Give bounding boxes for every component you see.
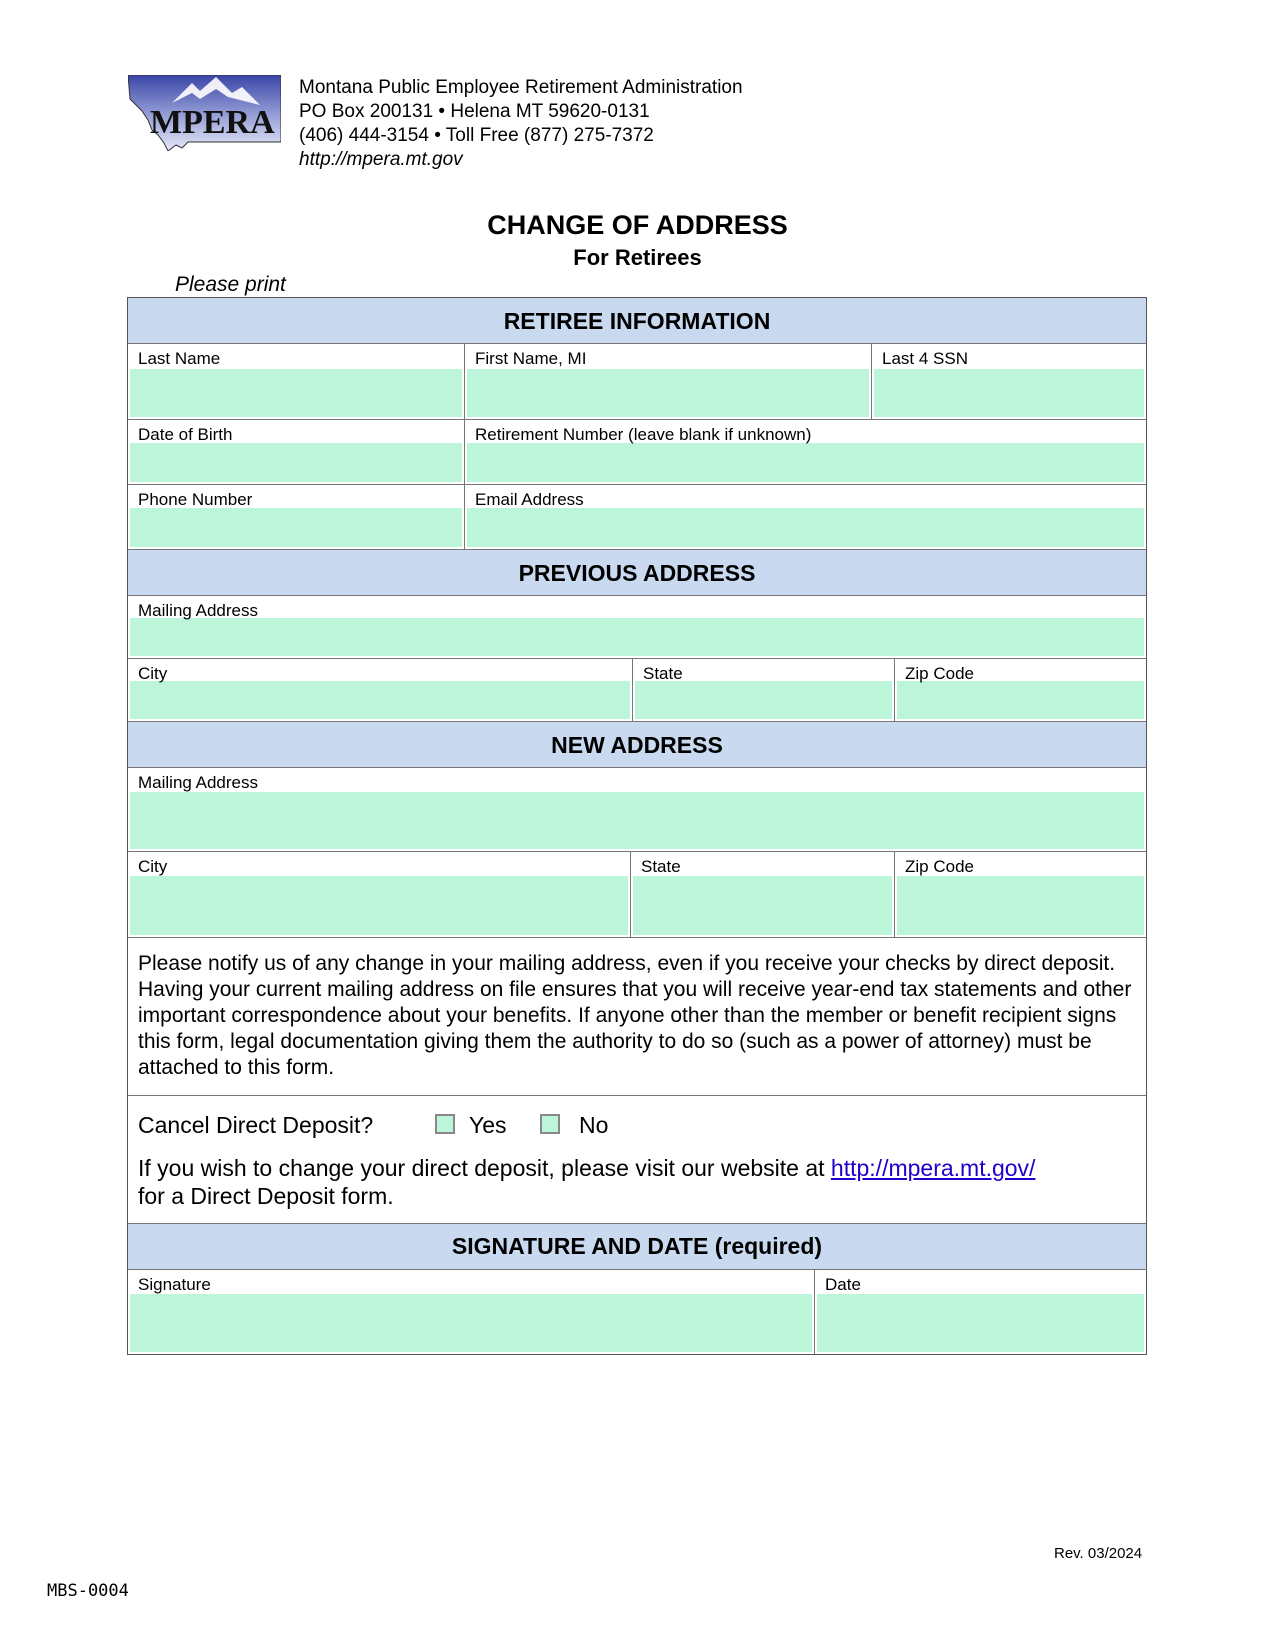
new-state-label: State: [641, 857, 681, 876]
previous-zip-input[interactable]: [897, 681, 1144, 719]
revision-date: Rev. 03/2024: [1054, 1545, 1143, 1562]
previous-mailing-label: Mailing Address: [138, 601, 259, 620]
retirement-number-cell: [464, 420, 1146, 485]
last-name-input[interactable]: [130, 369, 462, 417]
signature-label: Signature: [138, 1275, 211, 1294]
ssn-cell: [871, 344, 1146, 420]
new-mailing-label: Mailing Address: [138, 773, 259, 792]
no-checkbox[interactable]: [540, 1114, 560, 1134]
dob-label: Date of Birth: [138, 425, 233, 444]
form-code: MBS-0004: [47, 1581, 129, 1601]
first-name-input[interactable]: [467, 369, 869, 417]
form-title: CHANGE OF ADDRESS: [487, 210, 788, 240]
change-of-address-form: [127, 297, 1147, 1355]
mpera-logo: [128, 75, 281, 151]
last-name-cell: [128, 344, 464, 420]
phone-label: Phone Number: [138, 490, 253, 509]
retirement-number-label: Retirement Number (leave blank if unknown): [475, 425, 812, 444]
ssn-label: Last 4 SSN: [882, 349, 968, 368]
new-zip-cell: [894, 852, 1146, 938]
organization-info: [299, 76, 743, 172]
org-phone: (406) 444-3154 • Toll Free (877) 275-7372: [299, 125, 654, 146]
ssn-input[interactable]: [874, 369, 1144, 417]
date-cell: [814, 1270, 1146, 1354]
org-url: http://mpera.mt.gov: [299, 149, 463, 170]
previous-mailing-cell: [128, 596, 1146, 659]
last-name-label: Last Name: [138, 349, 221, 368]
retirement-number-input[interactable]: [467, 443, 1144, 482]
email-cell: [464, 485, 1146, 550]
new-city-input[interactable]: [130, 876, 628, 935]
previous-zip-label: Zip Code: [905, 664, 974, 683]
address-change-notice: Please notify us of any change in your mailing address, even if you receive your checks by direct deposit. Having your current mailing address on file ensures that you will receive year-end tax statements and other important correspondence about your benefits. If anyone other than the member or benefit recipient signs this form, legal documentation giving them the authority to do so (such as a power of attorney) must be attached to this form.: [128, 938, 1146, 1096]
previous-state-label: State: [643, 664, 683, 683]
previous-mailing-input[interactable]: [130, 618, 1144, 656]
yes-label: Yes: [469, 1112, 507, 1138]
date-input[interactable]: [817, 1294, 1144, 1352]
yes-checkbox[interactable]: [435, 1114, 455, 1134]
signature-input[interactable]: [130, 1294, 812, 1352]
new-zip-label: Zip Code: [905, 857, 974, 876]
section-signature-and-date: SIGNATURE AND DATE (required): [128, 1224, 1146, 1270]
no-label: No: [579, 1112, 609, 1138]
org-address: PO Box 200131 • Helena MT 59620-0131: [299, 101, 650, 122]
org-name: Montana Public Employee Retirement Administration: [299, 77, 743, 98]
previous-city-cell: [128, 659, 632, 722]
phone-input[interactable]: [130, 508, 462, 547]
previous-zip-cell: [894, 659, 1146, 722]
first-name-cell: [464, 344, 871, 420]
previous-state-input[interactable]: [635, 681, 892, 719]
section-retiree-information: RETIREE INFORMATION: [128, 298, 1146, 344]
cancel-direct-deposit-question: Cancel Direct Deposit?: [138, 1112, 374, 1138]
new-city-label: City: [138, 857, 168, 876]
date-label: Date: [825, 1275, 861, 1294]
previous-city-label: City: [138, 664, 168, 683]
form-subtitle: For Retirees: [573, 245, 702, 270]
new-zip-input[interactable]: [897, 876, 1144, 935]
mpera-website-link[interactable]: http://mpera.mt.gov/: [830, 1155, 1036, 1181]
signature-cell: [128, 1270, 814, 1354]
print-instruction: Please print: [175, 273, 286, 296]
dob-input[interactable]: [130, 443, 462, 482]
email-input[interactable]: [467, 508, 1144, 547]
new-city-cell: [128, 852, 630, 938]
new-mailing-cell: [128, 768, 1146, 852]
phone-cell: [128, 485, 464, 550]
previous-state-cell: [632, 659, 894, 722]
section-new-address: NEW ADDRESS: [128, 722, 1146, 768]
section-previous-address: PREVIOUS ADDRESS: [128, 550, 1146, 596]
direct-deposit-block: [128, 1096, 1146, 1224]
new-mailing-input[interactable]: [130, 792, 1144, 849]
previous-city-input[interactable]: [130, 681, 630, 719]
dob-cell: [128, 420, 464, 485]
new-state-input[interactable]: [633, 876, 892, 935]
logo-text: MPERA: [150, 104, 275, 141]
first-name-label: First Name, MI: [475, 349, 587, 368]
direct-deposit-message: If you wish to change your direct deposit, please visit our website at http://mpera.mt.gov/ for a Direct Deposit form.: [138, 1155, 1036, 1209]
new-state-cell: [630, 852, 894, 938]
email-label: Email Address: [475, 490, 584, 509]
